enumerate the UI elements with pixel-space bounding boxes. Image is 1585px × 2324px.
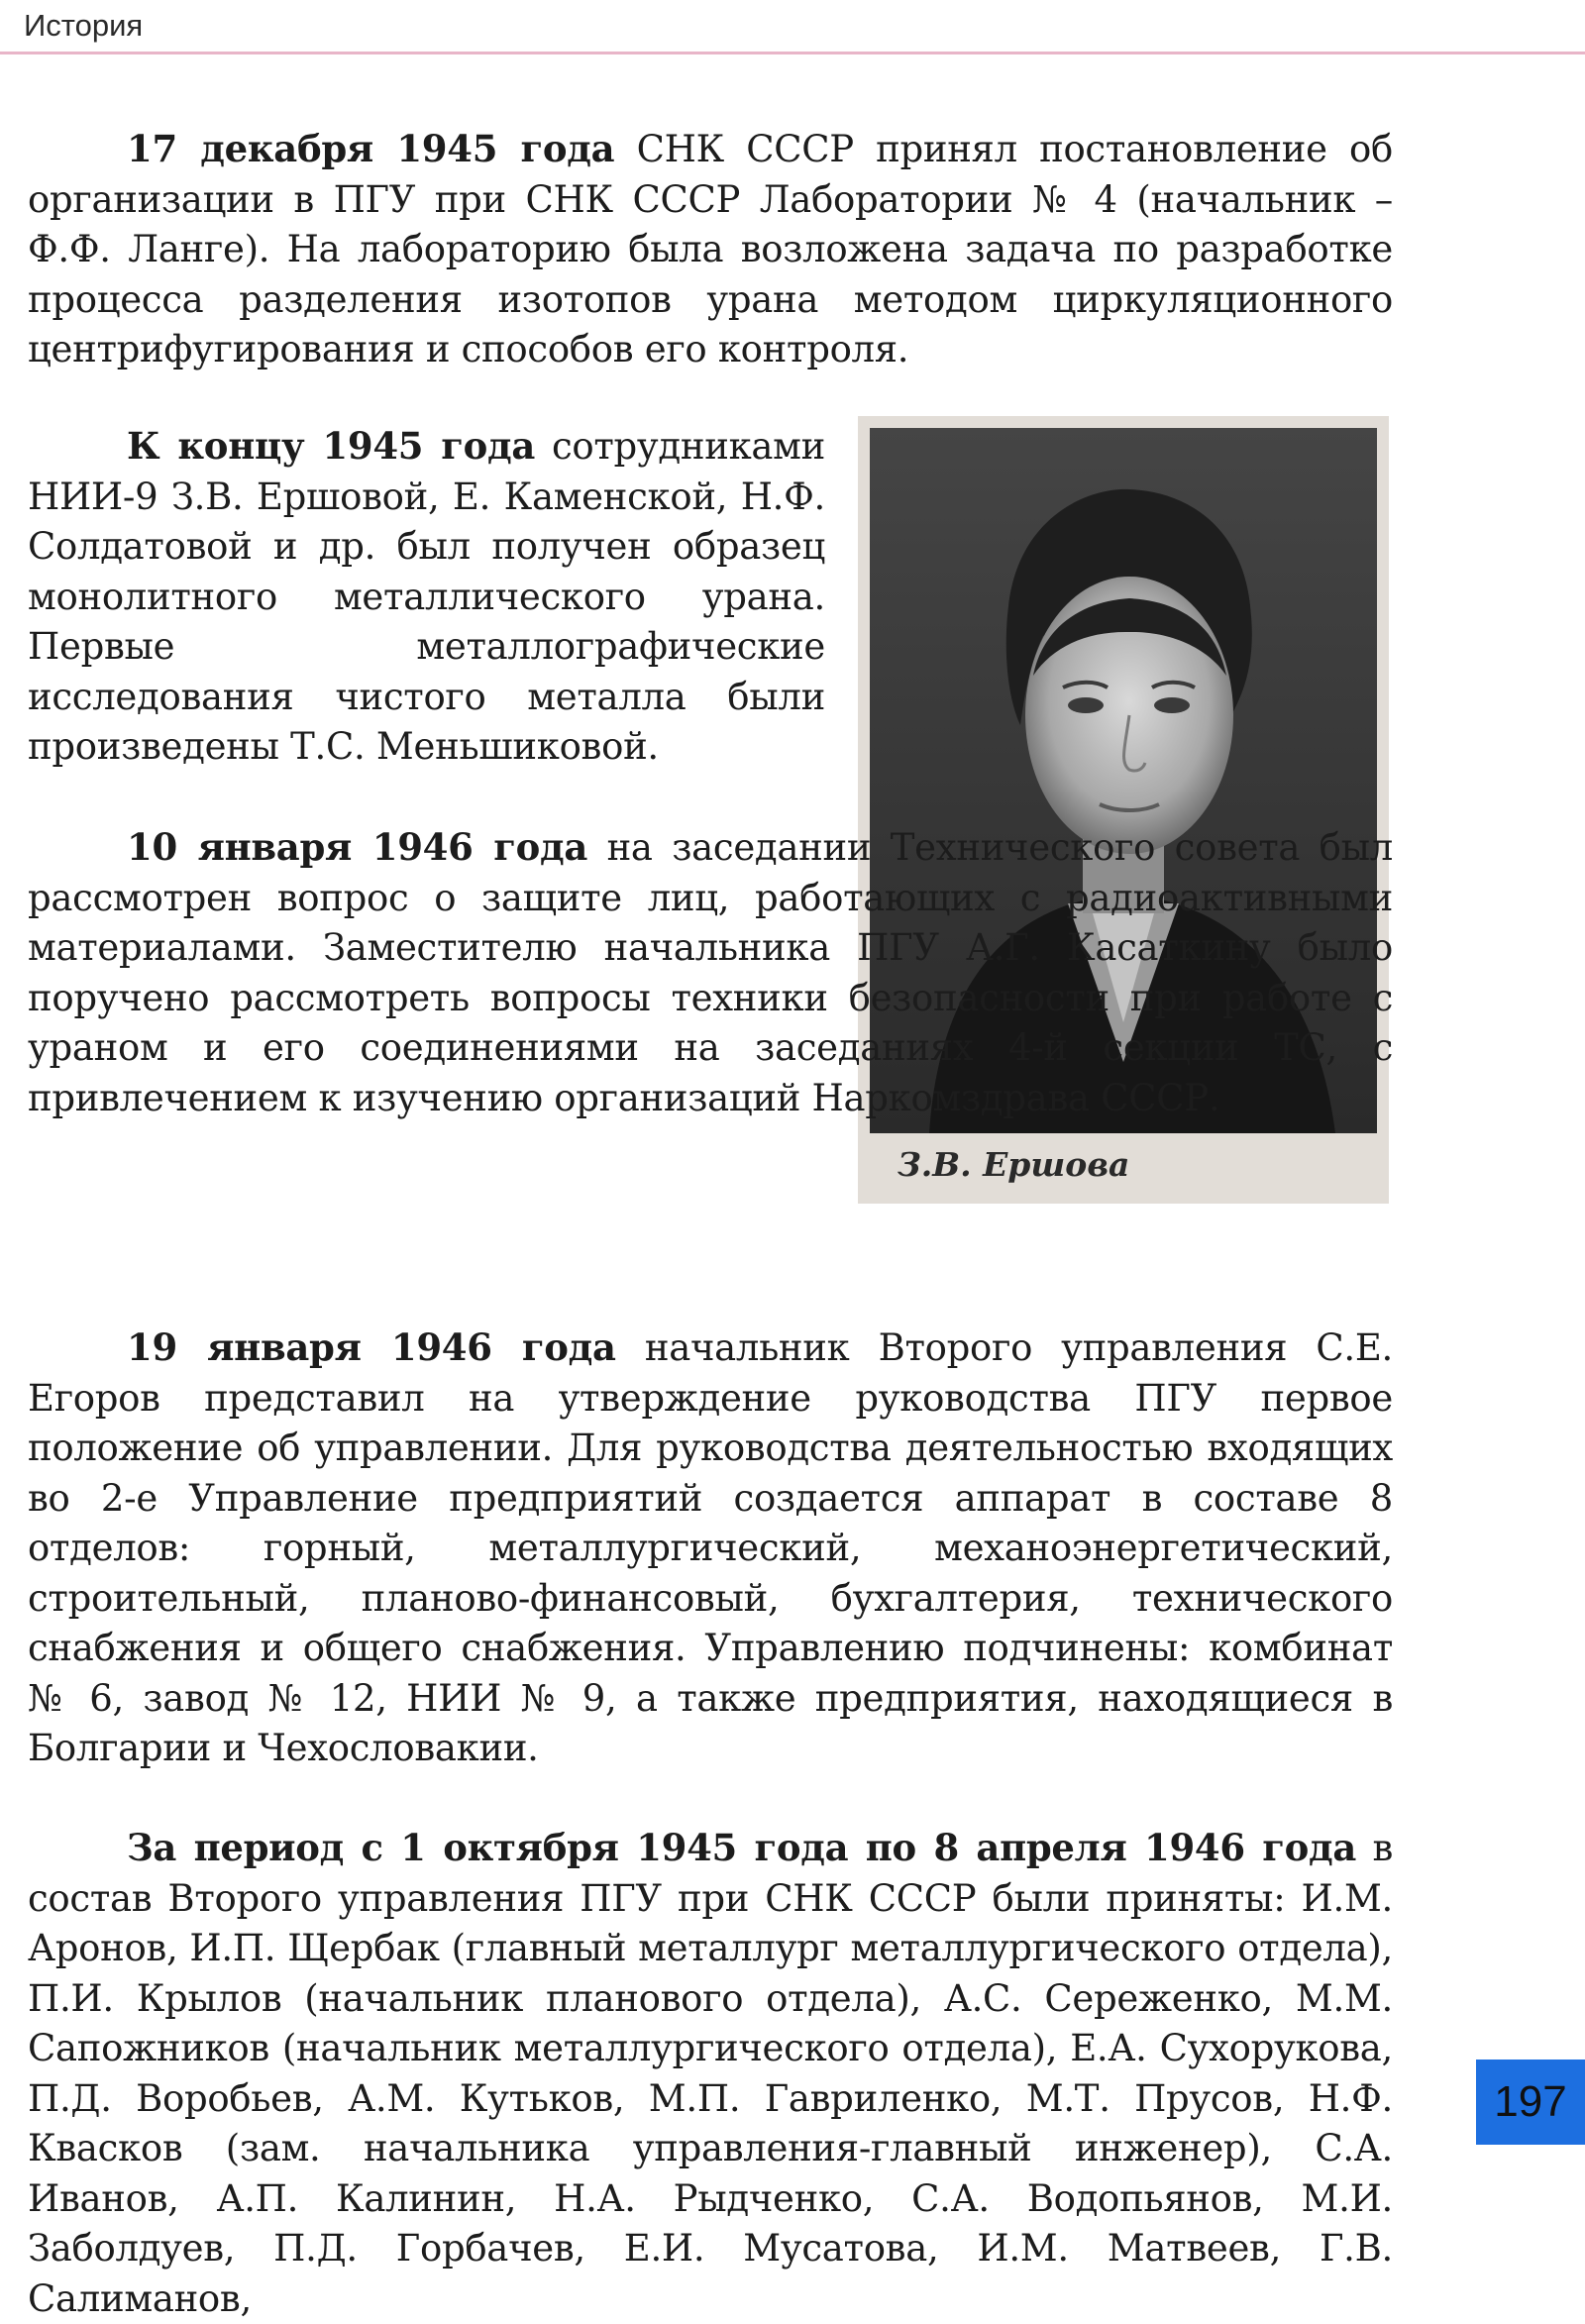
portrait-caption: З.В. Ершова [898,1145,1130,1184]
page-number-tab: 197 [1476,2060,1585,2145]
paragraph-body: СНК СССР принял постановление об организации в ПГУ при СНК СССР Лаборатории № 4 (начальник – Ф.Ф. Ланге). На лабораторию была возложена задача по разработке процесса разделения изотопов урана методом циркуляционного центрифугирования и способов его контроля. [28,128,1393,370]
paragraph-period-1945-1946 [28,1823,1393,2324]
paragraph-jan-19-1946 [28,1322,1393,1774]
paragraph-end-1945 [28,421,825,773]
paragraph-body: сотрудниками НИИ-9 З.В. Ершовой, Е. Каменской, Н.Ф. Солдатовой и др. был получен образец монолитного металлического урана. Первые металлографические исследования чистого металла были произведены Т.С. Меньшиковой. [28,425,825,768]
paragraph-body: начальник Второго управления С.Е. Егоров представил на утверждение руководства ПГУ первое положение об управлении. Для руководства деятельностью входящих во 2-е Управление предприятий создается аппарат в составе 8 отделов: горный, металлургический, механоэнергетический, строительный, планово-финансовый, бухгалтерия, технического снабжения и общего снабжения. Управлению подчинены: комбинат № 6, завод № 12, НИИ № 9, а также предприятия, находящиеся в Болгарии и Чехословакии. [28,1326,1394,1769]
paragraph-lead-date: 19 января 1946 года [127,1325,616,1369]
paragraph-lead-date: 17 декабря 1945 года [127,127,615,170]
paragraph-lead-date: За период с 1 октября 1945 года по 8 апреля 1946 года [127,1826,1357,1869]
paragraph-jan-10-1946 [28,822,1393,1123]
paragraph-lead-date: 10 января 1946 года [127,825,588,869]
section-header: История [24,8,144,43]
header-divider [0,52,1585,54]
paragraph-lead-date: К концу 1945 года [127,424,536,468]
paragraph-dec-1945 [28,124,1393,375]
paragraph-body: в состав Второго управления ПГУ при СНК СССР были приняты: И.М. Аронов, И.П. Щербак (главный металлург металлургического отдела), П.И. Крылов (начальник планового отдела), А.С. Сереженко, М.М. Сапожников (начальник металлургического отдела), Е.А. Сухорукова, П.Д. Воробьев, А.М. Кутьков, М.П. Гавриленко, М.Т. Прусов, Н.Ф. Квасков (зам. начальника управления-главный инженер), С.А. Иванов, А.П. Калинин, Н.А. Рыдченко, С.А. Водопьянов, М.И. Заболдуев, П.Д. Горбачев, Е.И. Мусатова, И.М. Матвеев, Г.В. Салиманов, [28,1827,1393,2320]
paragraph-body: на заседании Технического совета был рассмотрен вопрос о защите лиц, работающих с радиоактивными материалами. Заместителю начальника ПГУ А.Г. Касаткину было поручено рассмотреть вопросы техники безопасности при работе с ураном и его соединениями на заседаниях 4-й секции ТС, с привлечением к изучению организаций Наркомздрава СССР. [28,826,1394,1119]
